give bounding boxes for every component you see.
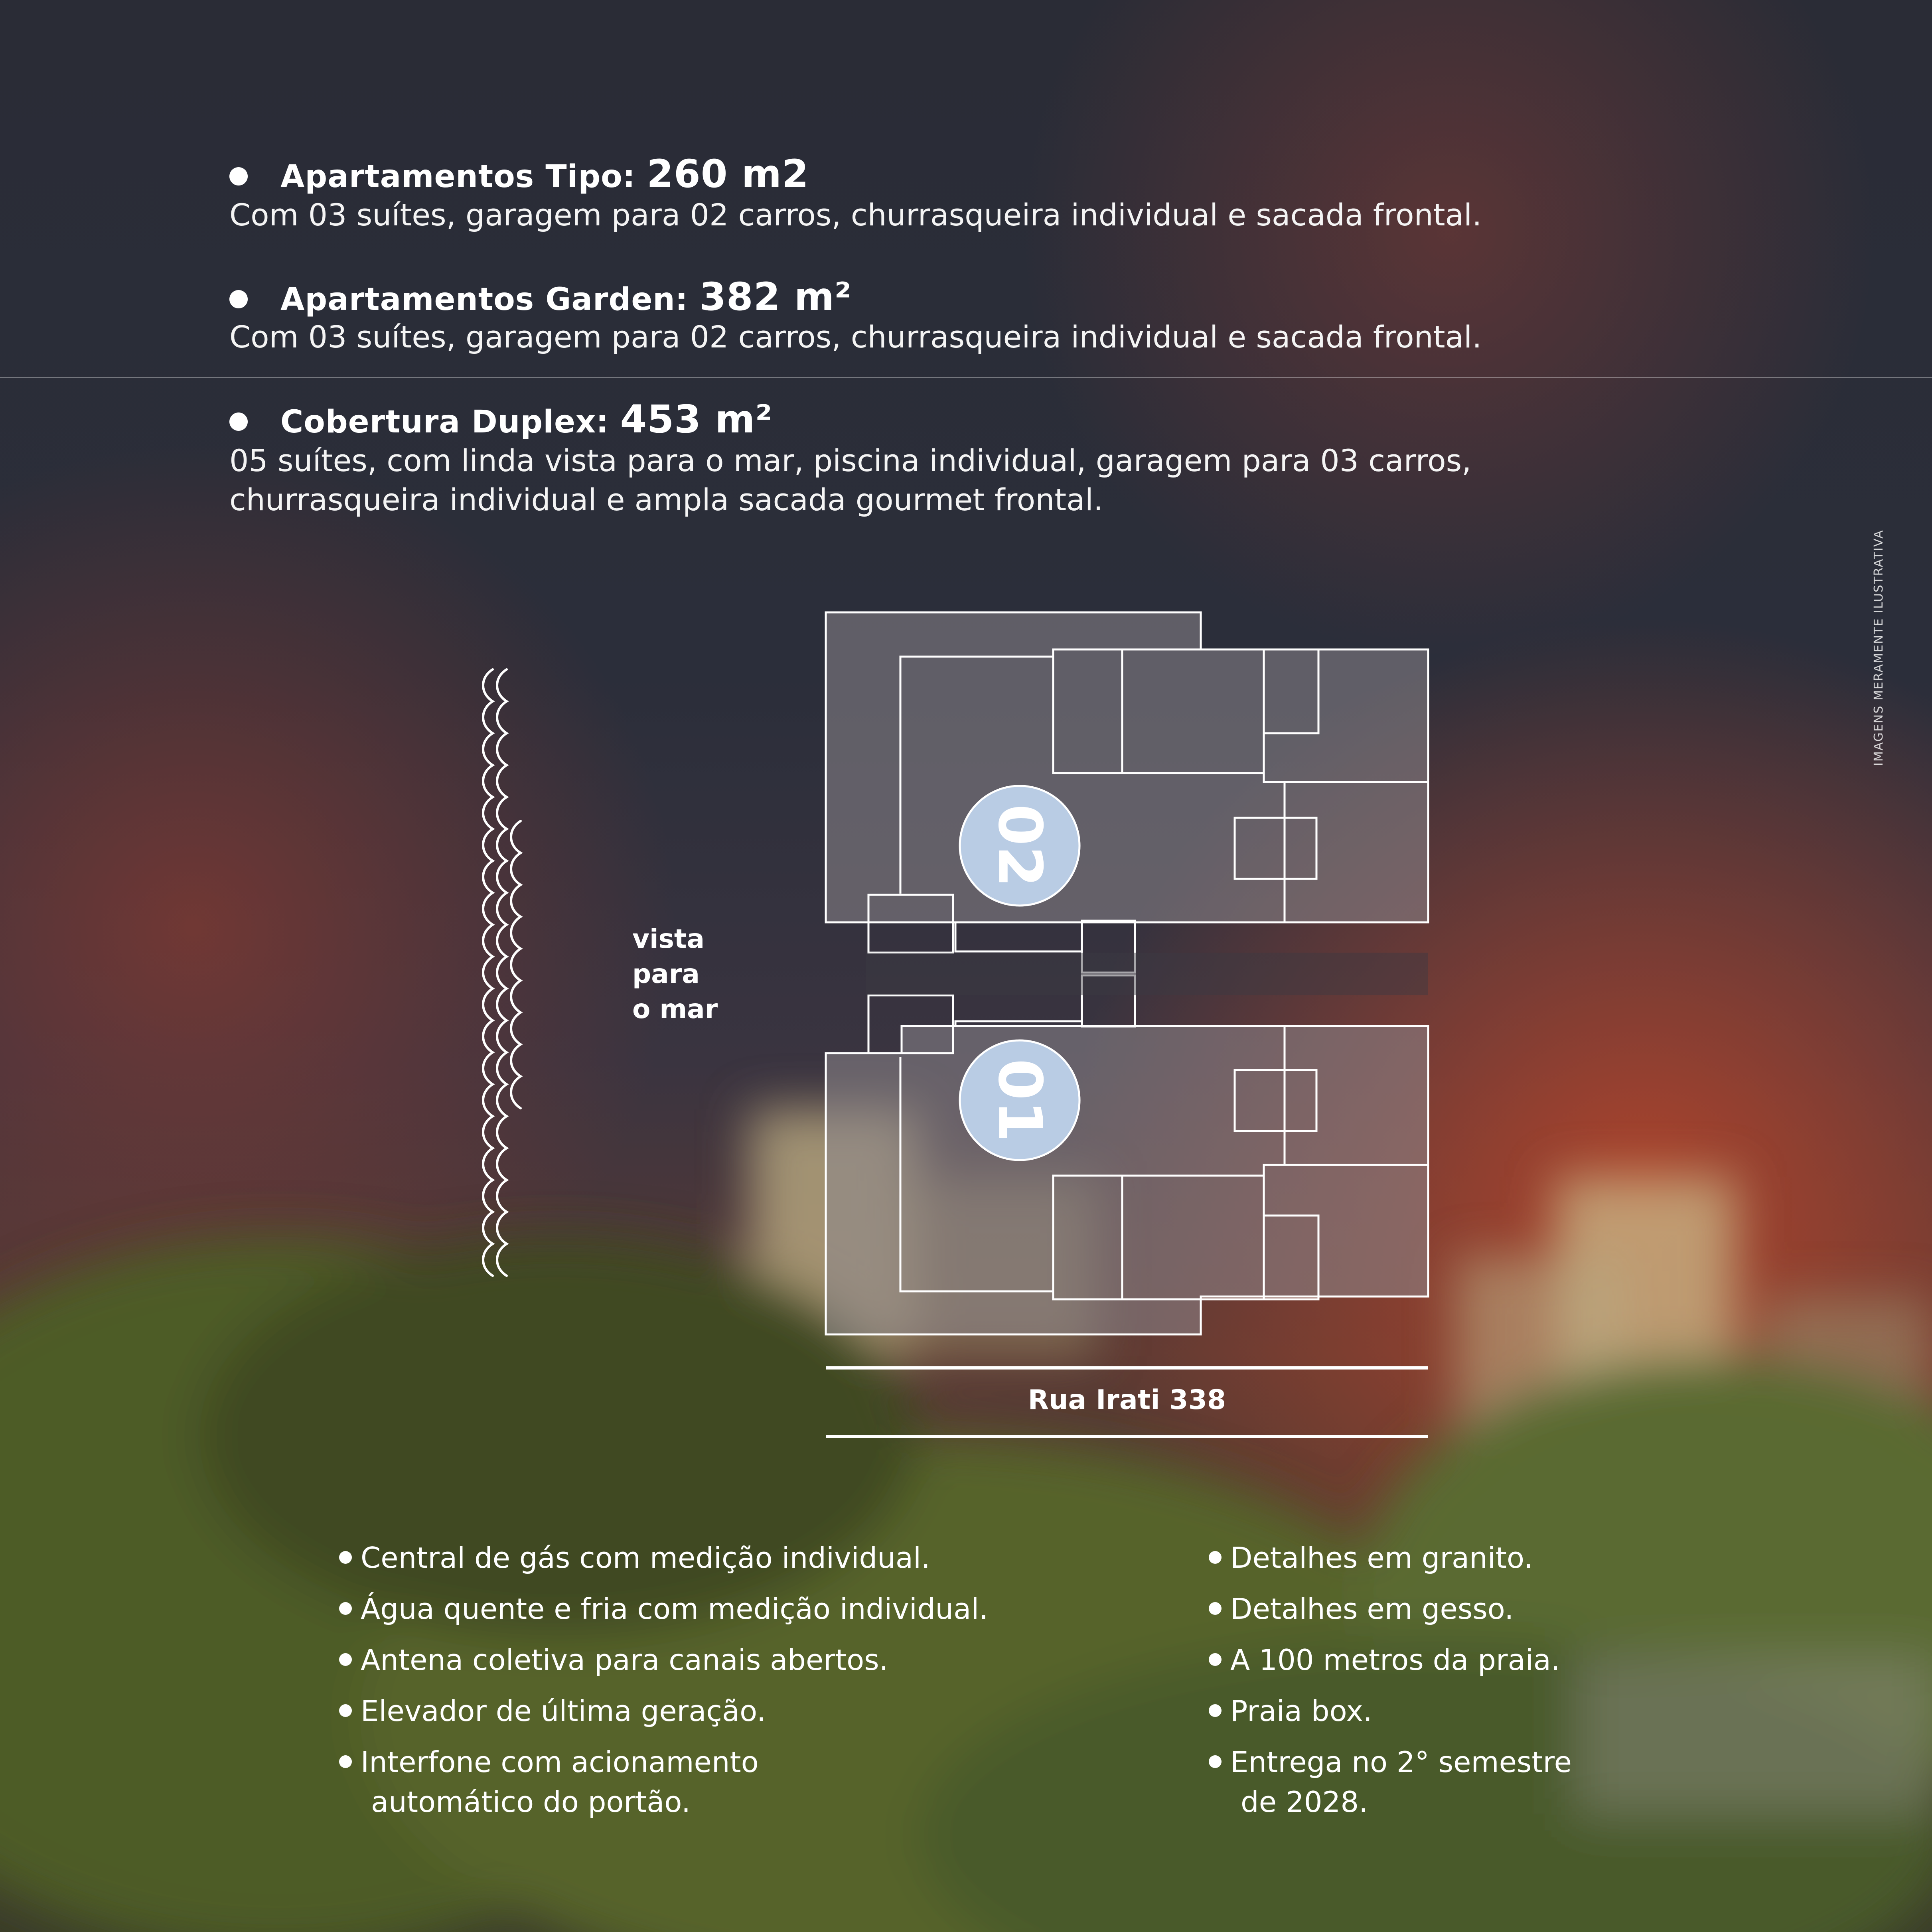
bullet-icon <box>1209 1755 1222 1768</box>
bullet-icon <box>339 1602 352 1615</box>
bullet-icon <box>339 1704 352 1717</box>
unit-garden-size: 382 m² <box>699 274 852 319</box>
divider-line <box>0 377 1932 378</box>
unit-duplex-title <box>229 397 772 442</box>
sea-view-label <box>632 922 718 1027</box>
list-item: Entrega no 2° semestre de 2028. <box>1209 1742 1572 1822</box>
list-item: Praia box. <box>1209 1691 1572 1731</box>
unit-duplex-description-line2: churrasqueira individual e ampla sacada gourmet frontal. <box>229 482 1103 517</box>
bullet-icon <box>1209 1602 1222 1615</box>
feature-list-right <box>1209 1538 1572 1822</box>
unit-tipo-label: Apartamentos Tipo: <box>280 159 647 195</box>
list-item: Detalhes em gesso. <box>1209 1589 1572 1629</box>
list-item: Elevador de última geração. <box>339 1691 988 1731</box>
feature-list-left <box>339 1538 988 1822</box>
bullet-icon <box>339 1755 352 1768</box>
unit-garden-description: Com 03 suítes, garagem para 02 carros, churrasqueira individual e sacada frontal. <box>229 319 1482 355</box>
bullet-icon <box>339 1653 352 1666</box>
sea-view-label-line1: vista <box>632 924 705 954</box>
bullet-icon <box>339 1551 352 1564</box>
sea-view-label-line3: o mar <box>632 994 718 1024</box>
disclaimer-note: IMAGENS MERAMENTE ILUSTRATIVA <box>1872 529 1886 766</box>
unit-tipo-description: Com 03 suítes, garagem para 02 carros, churrasqueira individual e sacada frontal. <box>229 197 1482 233</box>
bullet-icon <box>1209 1551 1222 1564</box>
list-item: Água quente e fria com medição individual. <box>339 1589 988 1629</box>
bullet-icon <box>229 167 248 186</box>
sea-waves-icon <box>477 666 533 1285</box>
unit-tipo-title <box>229 152 809 196</box>
unit-garden-title <box>229 274 852 319</box>
bullet-icon <box>229 290 248 308</box>
bullet-icon <box>1209 1704 1222 1717</box>
unit-duplex-label: Cobertura Duplex: <box>280 404 620 440</box>
street-line-top <box>826 1366 1428 1370</box>
unit-garden-label: Apartamentos Garden: <box>280 282 700 318</box>
list-item: Detalhes em granito. <box>1209 1538 1572 1578</box>
unit-02-number: 02 <box>985 804 1054 888</box>
list-item: Antena coletiva para canais abertos. <box>339 1640 988 1680</box>
unit-tipo-size: 260 m2 <box>647 152 809 196</box>
unit-duplex-description-line1: 05 suítes, com linda vista para o mar, piscina individual, garagem para 03 carros, <box>229 443 1472 478</box>
list-item: Interfone com acionamento automático do portão. <box>339 1742 988 1822</box>
unit-duplex-size: 453 m² <box>620 397 773 442</box>
sea-view-label-line2: para <box>632 959 700 989</box>
bullet-icon <box>229 412 248 431</box>
list-item: A 100 metros da praia. <box>1209 1640 1572 1680</box>
street-line-bottom <box>826 1435 1428 1438</box>
unit-01-number: 01 <box>985 1058 1054 1142</box>
floor-plan <box>814 598 1452 1344</box>
bullet-icon <box>1209 1653 1222 1666</box>
street-name: Rua Irati 338 <box>1028 1384 1226 1416</box>
list-item: Central de gás com medição individual. <box>339 1538 988 1578</box>
